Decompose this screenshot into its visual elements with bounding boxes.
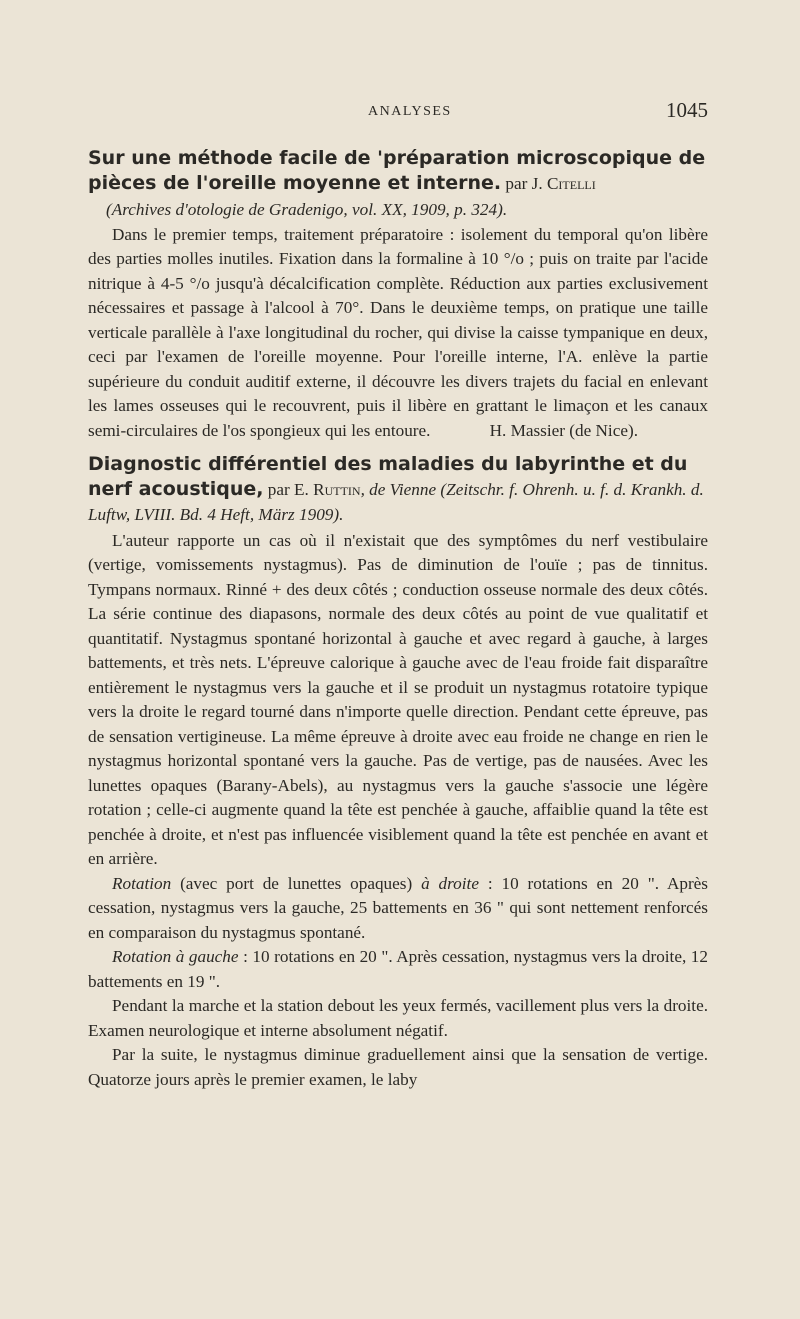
page-body xyxy=(88,146,708,1092)
article-ruttin xyxy=(88,452,708,1093)
article-byline: par J. xyxy=(501,174,547,193)
article-paragraph-rotation-right xyxy=(88,872,708,946)
rotation-left-text: : 10 rotations en 20 ". Après cessation, nystagmus vers la droite, 12 battements en 19 ". xyxy=(88,947,708,991)
rotation-right-text-a: (avec port de lunettes opaques) xyxy=(171,873,422,893)
article-paragraph-walk: Pendant la marche et la station debout les yeux fermés, vacillement plus vers la droite. Examen neurologique et interne absolument négatif. xyxy=(88,996,708,1040)
article-source: , de Vienne (Zeitschr. f. Ohrenh. u. f. d. Krankh. d. Luftw, LVIII. Bd. 4 Heft, März 1909). xyxy=(88,479,704,524)
article-byline: par E. xyxy=(263,479,314,499)
rotation-left-label: Rotation à gauche xyxy=(112,947,239,966)
article-citelli xyxy=(88,146,708,444)
article-title-text: Diagnostic différentiel des maladies du labyrinthe et du nerf acoustique, xyxy=(88,452,688,500)
article-signature: H. Massier (de Nice). xyxy=(489,421,638,440)
rotation-right-label: Rotation xyxy=(112,873,172,893)
article-paragraph-last: Par la suite, le nystagmus diminue graduellement ainsi que la sensation de vertige. Quatorze jours après le premier examen, le laby xyxy=(88,1045,708,1089)
article-paragraph: L'auteur rapporte un cas où il n'existait que des symptômes du nerf vestibulaire (vertige, vomissements nystagmus). Pas de diminution de l'ouïe ; pas de tinnitus. Tympans normaux. Rinné + des deux côtés ; conduction osseuse normale des deux côtés. La série continue des diapasons, normale des deux côtés au point de vue qualitatif et quantitatif. Nystagmus spontané horizontal à gauche et avec regard à gauche, à larges battements, et très nets. L'épreuve calorique à gauche avec de l'eau froide fait disparaître entièrement le nystagmus vers la gauche et il se produit un nystagmus rotatoire typique vers la droite le regard tourné dans n'importe quelle direction. Pendant cette épreuve, pas de sensation vertigineuse. La même épreuve à droite avec eau froide ne change en rien le nystagmus horizontal spontané vers la gauche. Pas de vertige, pas de nausées. Avec les lunettes opaques (Barany-Abels), au nystagmus vers la gauche s'associe une légère rotation ; celle-ci augmente quand la tête est penchée à gauche, affaiblie quand la tête est penchée à droite, et n'est pas influencée visiblement quand la tête est penchée en avant et en arrière. xyxy=(88,530,708,868)
article-title xyxy=(88,452,708,527)
rotation-right-text-b: : 10 rotations en 20 ". Après cessation, nystagmus vers la gauche, 25 battements en 36 " qui sont nettement renforcés en comparaison du nystagmus spontané. xyxy=(88,873,708,942)
article-paragraph: Dans le premier temps, traitement préparatoire : isolement du temporal qu'on libère des parties molles inutiles. Fixation dans la formaline à 10 °/o ; puis on traite par l'acide nitrique à 4-5 °/o jusqu'à décalcification complète. Réduction aux parties exclusivement nécessaires et passage à l'alcool à 70°. Dans le deuxième temps, on pratique une taille verticale parallèle à l'axe longitudinal du rocher, qui divise la caisse tympanique en deux, ceci par l'examen de l'oreille moyenne. Pour l'oreille interne, l'A. enlève la partie supérieure du conduit auditif externe, il découvre les divers trajets du facial en enlevant les lames osseuses qui le recouvrent, puis il libère en grattant le limaçon et les canaux semi-circulaires de l'os spongieux qui les entoure. xyxy=(88,224,708,440)
running-head: ANALYSES xyxy=(368,104,452,119)
article-title xyxy=(88,146,708,196)
page-number: 1045 xyxy=(666,98,708,122)
rotation-right-direction: à droite xyxy=(421,873,479,893)
article-source: (Archives d'otologie de Gradenigo, vol. XX, 1909, p. 324). xyxy=(106,200,508,219)
page-header xyxy=(88,98,708,132)
article-paragraph-rotation-left xyxy=(88,945,708,994)
article-title-text: Sur une méthode facile de 'préparation microscopique de pièces de l'oreille moyenne et interne. xyxy=(88,147,706,194)
article-author: Ruttin xyxy=(313,479,361,499)
article-author: Citelli xyxy=(546,174,596,193)
